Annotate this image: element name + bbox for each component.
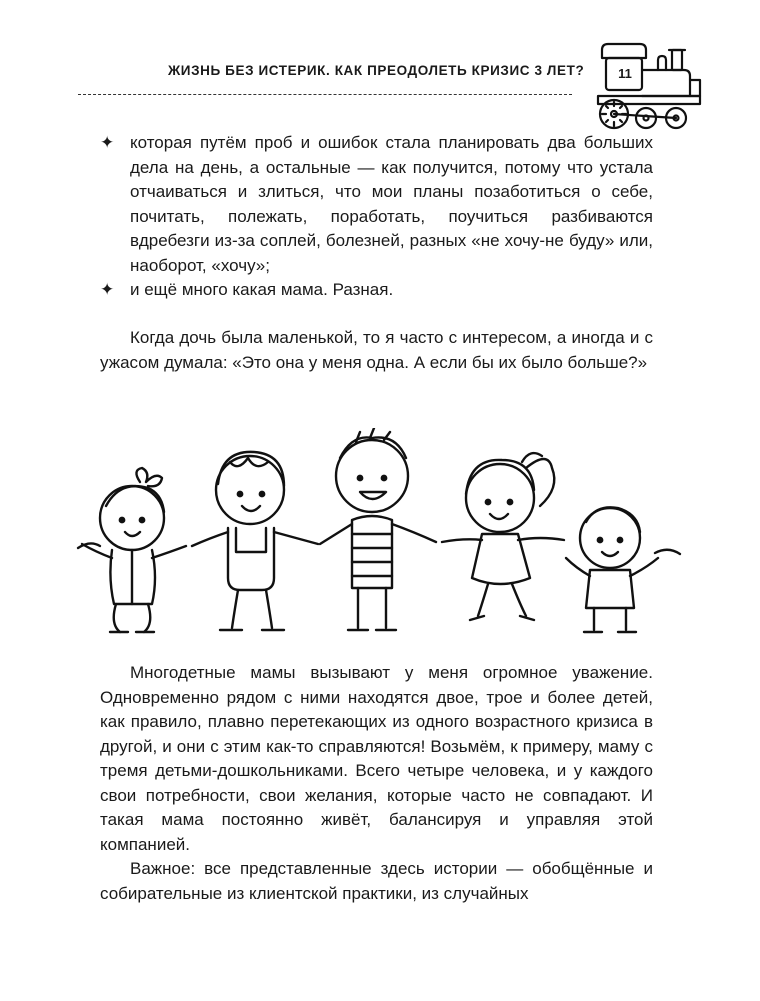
paragraph: Многодетные мамы вызывают у меня огромное уважение. Одновременно рядом с ними находятся двое, трое и более детей, как правило, плавно перетекающих из одного возрастного кризиса в другой, и они с этим как-то справляются! Возьмём, к примеру, маму с тремя детьми-дошкольниками. Всего четыре человека, и у каждого свои потребности, свои желания, которые часто не совпадают. И такая мама постоянно живёт, балансируя и управляя этой компанией. xyxy=(100,663,653,854)
header-divider xyxy=(78,94,572,95)
running-title: ЖИЗНЬ БЕЗ ИСТЕРИК. КАК ПРЕОДОЛЕТЬ КРИЗИС 3 ЛЕТ? xyxy=(168,63,585,78)
list-item xyxy=(100,131,653,278)
list-item-text: и ещё много какая мама. Разная. xyxy=(130,280,394,299)
locomotive-icon xyxy=(588,40,708,132)
list-item xyxy=(100,278,653,303)
children-illustration xyxy=(70,428,690,643)
page-number: 11 xyxy=(618,66,632,81)
sparkle-bullet-icon: ✦ xyxy=(100,280,115,299)
five-children-drawing xyxy=(70,428,690,643)
bullet-list xyxy=(100,131,653,303)
sparkle-bullet-icon: ✦ xyxy=(100,133,115,152)
list-item-text: которая путём проб и ошибок стала планировать два больших дела на день, а остальные — как получится, потому что устала отчаиваться и злиться, что мои планы позаботиться о себе, почитать, полежать, поработать, поучиться разбиваются вдребезги из-за соплей, болезней, разных «не хочу-не буду» или, наоборот, «хочу»; xyxy=(130,133,653,275)
paragraph: Важное: все представленные здесь истории — обобщённые и собирательные из клиентской практики, из случайных xyxy=(100,859,653,903)
paragraph: Когда дочь была маленькой, то я часто с интересом, а иногда и с ужасом думала: «Это она у меня одна. А если бы их было больше?» xyxy=(100,328,653,372)
